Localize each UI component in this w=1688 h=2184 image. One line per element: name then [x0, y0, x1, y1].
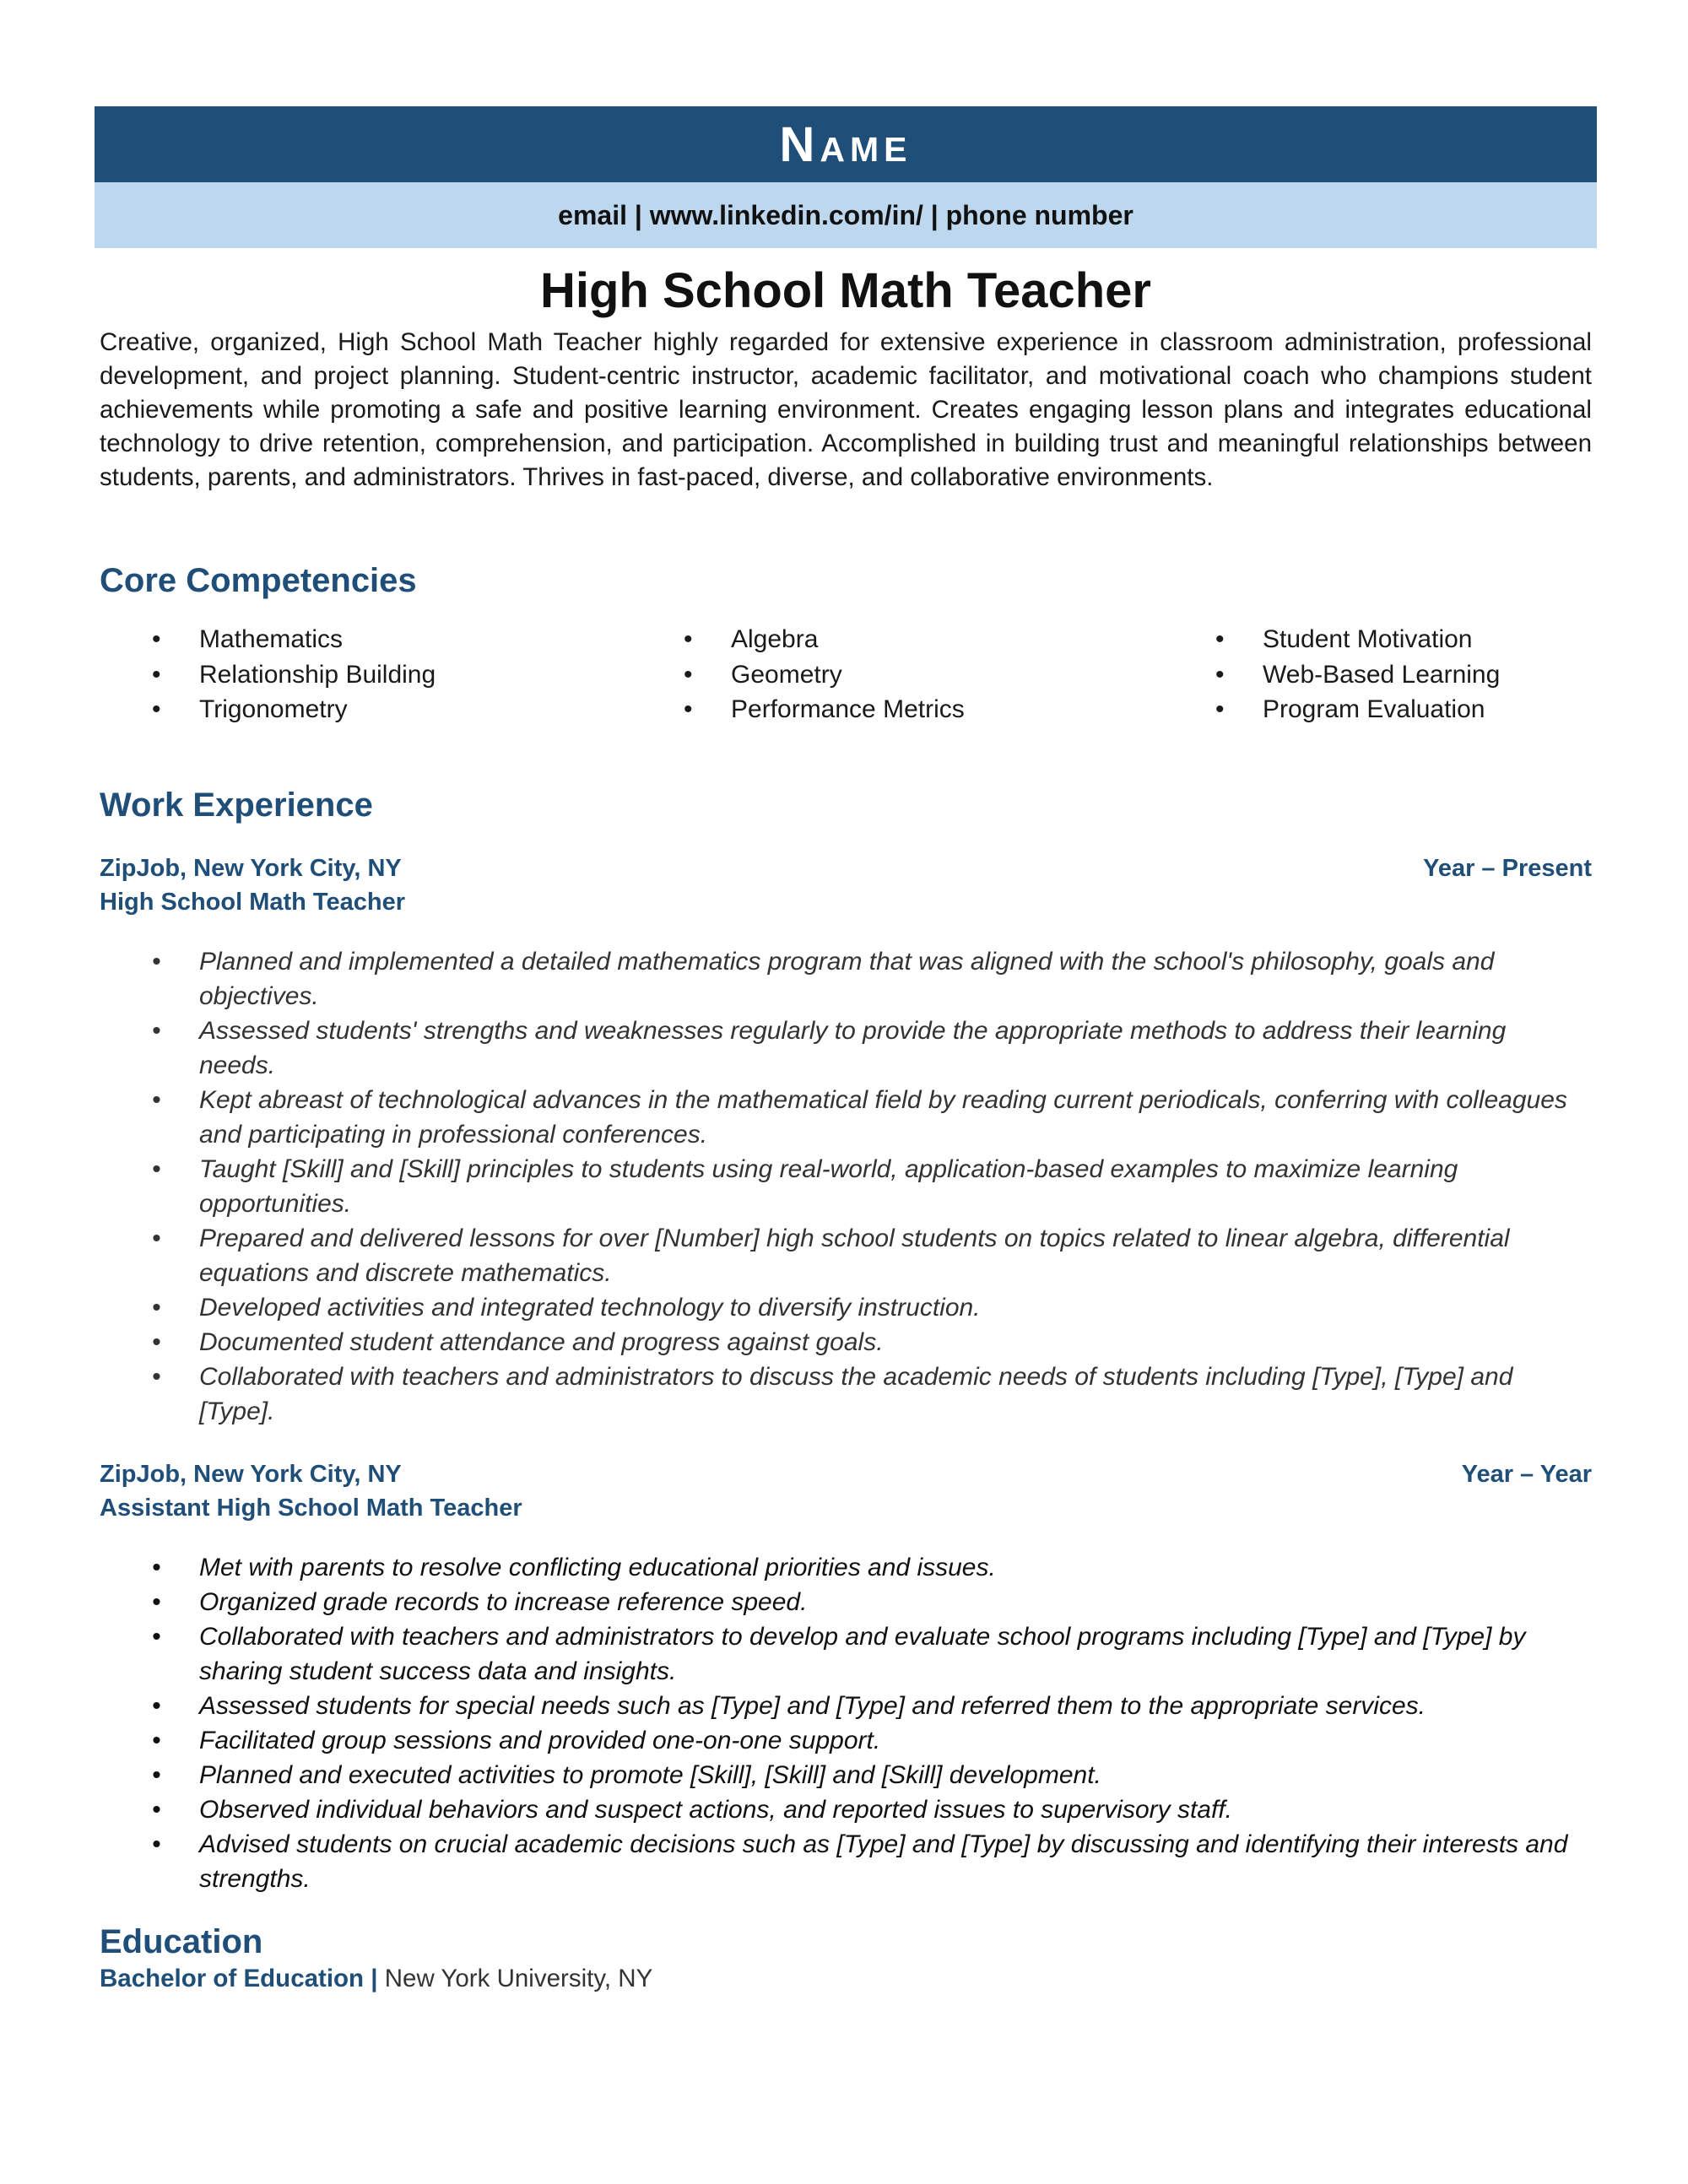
competency-item: • Geometry — [626, 657, 1158, 693]
competency-item: • Trigonometry — [95, 692, 626, 727]
duty-item: • Organized grade records to increase reference speed. — [95, 1585, 1597, 1619]
bullet-icon: • — [152, 1327, 161, 1356]
duty-item: • Observed individual behaviors and suspect actions, and reported issues to supervisory staff. — [95, 1792, 1597, 1827]
duty-item: • Facilitated group sessions and provided one-on-one support. — [95, 1723, 1597, 1758]
contact-banner — [95, 182, 1597, 248]
bullet-icon: • — [152, 1362, 161, 1391]
school: New York University, NY — [384, 1964, 653, 1992]
duty-item: • Prepared and delivered lessons for over [Number] high school students on topics related to linear algebra, differential equations and discrete mathematics. — [95, 1221, 1597, 1290]
competency-item: • Performance Metrics — [626, 692, 1158, 727]
job-role: High School Math Teacher — [100, 888, 406, 916]
bullet-icon: • — [152, 1224, 161, 1252]
bullet-icon: • — [152, 1830, 161, 1858]
competency-item: • Algebra — [626, 622, 1158, 657]
bullet-icon: • — [152, 695, 161, 723]
job-dates: Year – Year — [1461, 1460, 1592, 1488]
competency-column — [95, 622, 626, 727]
bullet-icon: • — [152, 625, 161, 653]
job-role: Assistant High School Math Teacher — [100, 1494, 522, 1522]
bullet-icon: • — [152, 947, 161, 976]
separator: | — [371, 1964, 378, 1992]
core-competencies-heading: Core Competencies — [100, 562, 417, 599]
name-banner — [95, 106, 1597, 182]
education-entry — [100, 1961, 1597, 1997]
duty-item: • Planned and implemented a detailed mathematics program that was aligned with the school's philosophy, goals and objectives. — [95, 944, 1597, 1014]
competency-column — [626, 622, 1158, 727]
duty-item: • Documented student attendance and progress against goals. — [95, 1325, 1597, 1360]
competency-item: • Program Evaluation — [1158, 692, 1597, 727]
degree: Bachelor of Education — [100, 1964, 365, 1992]
competency-column — [1158, 622, 1597, 727]
bullet-icon: • — [152, 1691, 161, 1720]
competency-item: • Relationship Building — [95, 657, 626, 693]
bullet-icon: • — [152, 1760, 161, 1789]
candidate-name: Name — [779, 116, 912, 172]
bullet-icon: • — [152, 1587, 161, 1616]
job-company: ZipJob, New York City, NY — [100, 854, 402, 882]
competencies-grid — [95, 622, 1597, 727]
resume-title: High School Math Teacher — [539, 263, 1151, 318]
duty-item: • Planned and executed activities to promote [Skill], [Skill] and [Skill] development. — [95, 1758, 1597, 1792]
bullet-icon: • — [152, 1293, 161, 1322]
resume-page — [95, 106, 1597, 1997]
competency-item: • Mathematics — [95, 622, 626, 657]
duty-item: • Developed activities and integrated technology to diversify instruction. — [95, 1290, 1597, 1325]
duty-item: • Taught [Skill] and [Skill] principles to students using real-world, application-based examples to maximize learning opportunities. — [95, 1152, 1597, 1221]
work-experience-heading: Work Experience — [100, 786, 373, 824]
duty-item: • Met with parents to resolve conflicting educational priorities and issues. — [95, 1550, 1597, 1585]
job-duties — [95, 1550, 1597, 1896]
bullet-icon: • — [152, 1553, 161, 1581]
bullet-icon: • — [684, 625, 693, 653]
job-dates: Year – Present — [1423, 854, 1592, 882]
bullet-icon: • — [152, 1154, 161, 1183]
bullet-icon: • — [152, 1016, 161, 1045]
bullet-icon: • — [684, 660, 693, 689]
job-header — [100, 851, 1592, 885]
job-duties — [95, 944, 1597, 1429]
bullet-icon: • — [152, 1622, 161, 1651]
education-heading: Education — [100, 1922, 263, 1960]
bullet-icon: • — [684, 695, 693, 723]
duty-item: • Collaborated with teachers and administrators to develop and evaluate school programs including [Type] and [Type] by sharing student success data and insights. — [95, 1619, 1597, 1689]
bullet-icon: • — [152, 1085, 161, 1114]
bullet-icon: • — [1215, 695, 1225, 723]
bullet-icon: • — [152, 1726, 161, 1754]
duty-item: • Assessed students for special needs such as [Type] and [Type] and referred them to the appropriate services. — [95, 1689, 1597, 1723]
duty-item: • Kept abreast of technological advances in the mathematical field by reading current periodicals, conferring with colleagues and participating in professional conferences. — [95, 1083, 1597, 1152]
contact-line: email | www.linkedin.com/in/ | phone number — [558, 199, 1133, 230]
duty-item: • Advised students on crucial academic decisions such as [Type] and [Type] by discussing and identifying their interests and strengths. — [95, 1827, 1597, 1896]
duty-item: • Assessed students' strengths and weaknesses regularly to provide the appropriate methods to address their learning needs. — [95, 1014, 1597, 1083]
competency-item: • Student Motivation — [1158, 622, 1597, 657]
bullet-icon: • — [152, 660, 161, 689]
competency-item: • Web-Based Learning — [1158, 657, 1597, 693]
bullet-icon: • — [1215, 625, 1225, 653]
job-company: ZipJob, New York City, NY — [100, 1460, 402, 1488]
bullet-icon: • — [152, 1795, 161, 1824]
professional-summary: Creative, organized, High School Math Teacher highly regarded for extensive experience in classroom administration, professional development, and project planning. Student-centric instructor, academic facilitator, and motivational coach who champions student achievements while promoting a safe and positive learning environment. Creates engaging lesson plans and integrates educational technology to drive retention, comprehension, and participation. Accomplished in building trust and meaningful relationships between students, parents, and administrators. Thrives in fast-paced, diverse, and collaborative environments. — [100, 328, 1592, 491]
bullet-icon: • — [1215, 660, 1225, 689]
duty-item: • Collaborated with teachers and administrators to discuss the academic needs of students including [Type], [Type] and [Type]. — [95, 1360, 1597, 1429]
job-header — [100, 1457, 1592, 1491]
